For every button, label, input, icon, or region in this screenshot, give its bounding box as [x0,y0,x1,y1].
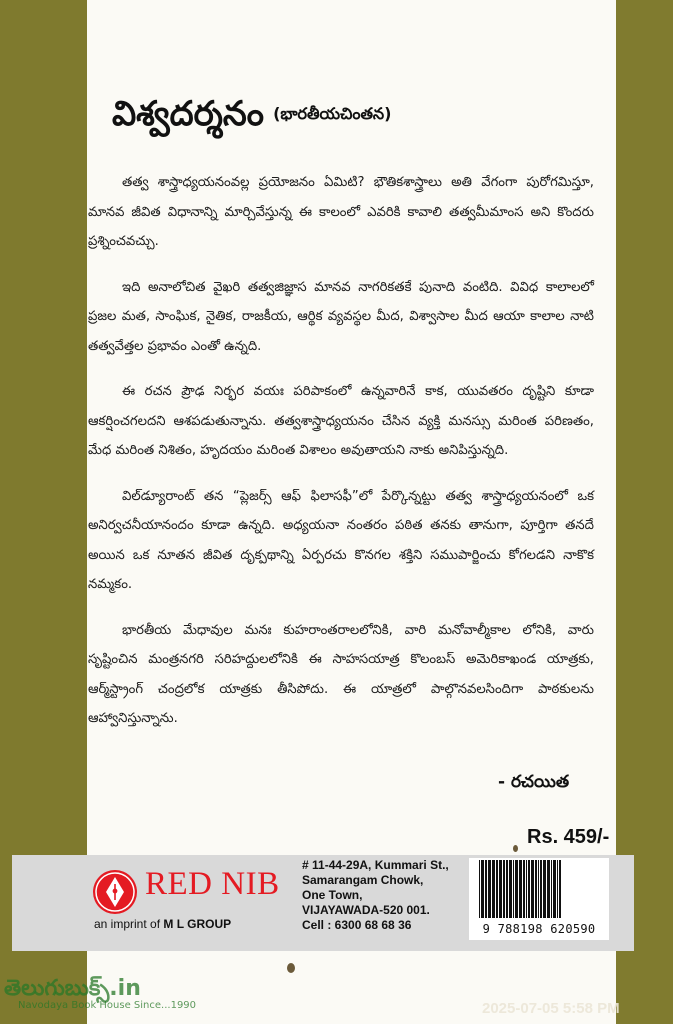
author-signature: - రచయిత [498,772,570,792]
price-label: Rs. 459/- [527,826,610,848]
fountain-pen-nib-icon [93,870,137,914]
barcode-bar [523,860,525,918]
barcode-bar [506,860,508,918]
paper-speck [287,963,295,973]
blurb-paragraph-1: తత్వ శాస్త్రాధ్యయనంవల్ల ప్రయోజనం ఏమిటి? భౌతికశాస్త్రాలు అతి వేగంగా పురోగమిస్తూ, మానవ జీవిత విధానాన్ని మార్చివేస్తున్న ఈ కాలంలో ఎవరికి కావాలి తత్వమీమాంస అని కొందరు ప్రశ్నించవచ్చు. [88,175,594,249]
blurb-paragraph-5: భారతీయ మేధావుల మనః కుహరాంతరాలలోనికి, వారి మనోవాల్మీకాల లోనికి, వారు సృష్టించిన మంత్రనగరి సరిహద్దులలోనికి ఈ సాహసయాత్ర కొలంబస్ అమెరికాఖండ యాత్రకు, ఆర్మ్‌స్ట్రాంగ్ చంద్రలోక యాత్రకు తీసిపోదు. ఈ యాత్రలో పాల్గొనవలసిందిగా పాఠకులను ఆహ్వానిస్తున్నాను. [88,622,594,726]
barcode-bar [485,860,487,918]
barcode-bar [557,860,558,918]
book-title-block [112,94,532,142]
address-line: One Town, [302,888,363,902]
publisher-imprint [94,917,231,931]
address-line: VIJAYAWADA-520 001. [302,903,430,917]
address-line: Cell : 6300 68 68 36 [302,918,412,932]
blurb-paragraph-4: విల్‌డ్యూరాంట్ తన “ప్లెజర్స్ ఆఫ్ ఫిలాసఫీ”లో పేర్కొన్నట్టు తత్వ శాస్త్రాధ్యయనంలో ఒక అనిర్వచనీయానందం కూడా ఉన్నది. అధ్యయనా నంతరం పఠిత తనకు తానుగా, పూర్తిగా తనదే అయిన ఒక నూతన జీవిత దృక్పథాన్ని ఏర్పరచు కొనగల శక్తిని సముపార్జించు కోగలడని నాకొక నమ్మకం. [88,488,594,592]
barcode-bar [509,860,512,918]
barcode-bar [488,860,491,918]
barcode-bar [515,860,518,918]
address-line: # 11-44-29A, Kummari St., [302,858,449,872]
watermark-tagline: Navodaya Book House Since...1990 [18,1000,197,1011]
barcode-bar [503,860,505,918]
barcode-bar [559,860,561,918]
barcode-bar [479,860,480,918]
blurb-text [88,168,594,750]
publisher-logo [90,862,290,942]
barcode-bar [513,860,514,918]
book-title: విశ్వదర్శనం [112,94,264,134]
book-subtitle: (భారతీయచింతన) [273,104,392,123]
barcode-bar [540,860,542,918]
barcode-bar [547,860,550,918]
blurb-paragraph-2: ఇది అనాలోచిత వైఖరి తత్వజిజ్ఞాస మానవ నాగరికతకే పునాది వంటిది. వివిధ కాలాలలో ప్రజల మత, సాంఘిక, నైతిక, రాజకీయ, ఆర్థిక వ్యవస్థల మీద, విశ్వాసాల మీద ఆయా కాలాల నాటి తత్వవేత్తల ప్రభావం ఎంతో ఉన్నది. [88,279,594,354]
photo-timestamp: 2025-07-05 5:58 PM [482,1000,620,1017]
address-line: Samarangam Chowk, [302,873,424,887]
barcode-bars [469,858,609,922]
blurb-paragraph-3: ఈ రచన ప్రౌఢ నిర్భర వయః పరిపాకంలో ఉన్నవారినే కాక, యువతరం దృష్టిని కూడా ఆకర్షించగలదని ఆశపడుతున్నాను. తత్వశాస్త్రాధ్యయనం చేసిన వ్యక్తి మనస్సు మరింత పరిణతం, మేధ మరింత నిశితం, హృదయం మరింత విశాలం అవుతాయని నాకు అనిపిస్తున్నది. [88,384,594,458]
barcode-bar [519,860,522,918]
barcode-bar [528,860,530,918]
publisher-address [302,858,449,933]
isbn-number: 9 788198 620590 [482,922,596,936]
isbn-barcode [469,858,609,940]
barcode-bar [535,860,537,918]
imprint-prefix: an imprint of [94,917,161,931]
barcode-bar [481,860,484,918]
barcode-bar [551,860,552,918]
barcode-bar [543,860,546,918]
barcode-bar [553,860,556,918]
barcode-bar [531,860,534,918]
barcode-bar [538,860,539,918]
barcode-bar [496,860,498,918]
paper-speck [513,845,518,852]
publisher-brand: RED NIB [145,866,280,902]
barcode-bar [492,860,495,918]
barcode-bar [526,860,527,918]
barcode-bar [499,860,502,918]
imprint-group: M L GROUP [163,917,232,931]
watermark-logo: తెలుగుబుక్స్.in [4,976,141,1001]
